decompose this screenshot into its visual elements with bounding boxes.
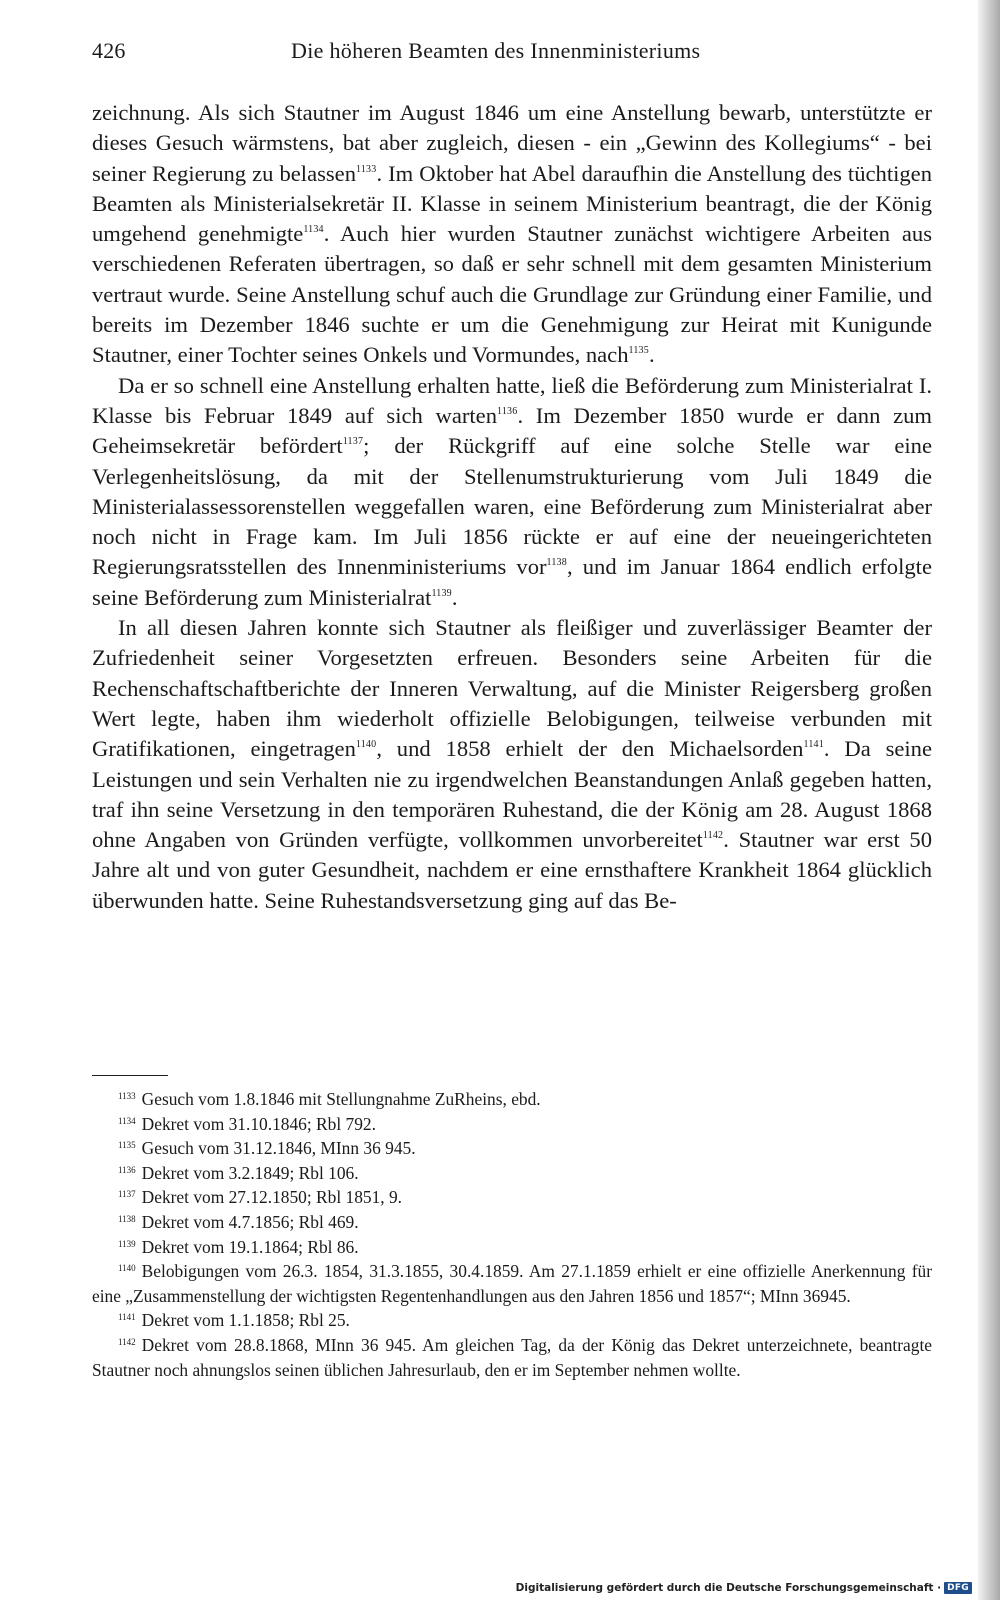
footnote-rule [92,1075,168,1076]
footnote-number: 1133 [118,1091,136,1101]
footnote-ref[interactable]: 1141 [803,739,824,751]
footnote-ref[interactable]: 1134 [303,224,324,236]
footnotes [92,1087,932,1382]
credit-text: Digitalisierung gefördert durch die Deutsche Forschungsgemeinschaft · [515,1582,942,1594]
paragraph-text: ; der Rückgriff auf eine solche Stelle war eine Verlegenheitslösung, da mit der Stellenumstrukturierung vom Juli 1849 die Ministerialassessorenstellen weggefallen waren, eine Beförderung zum Ministerialrat aber noch nicht in Frage kam. Im Juli 1856 rückte er auf eine der neueingerichteten Regierungsratsstellen des Innenministeriums vor [92,433,932,580]
footnote-number: 1136 [118,1164,136,1175]
paragraph-text: , und im Januar 1864 endlich erfolgte seine Beförderung zum Ministerialrat [92,554,932,610]
footnote-number: 1138 [118,1213,136,1224]
body-text [92,98,932,916]
footnote-ref[interactable]: 1139 [431,587,452,599]
paragraph-text: . [648,342,655,368]
paragraph-text: . Im Oktober hat Abel daraufhin die Anstellung des tüchtigen Beamten als Ministerialsekretär II. Klasse in seinem Ministerium beantragt, die der König umgehend genehmigte [92,160,933,247]
running-head: Die höheren Beamten des Innenministeriums [291,38,701,63]
footnote-number: 1137 [118,1189,136,1200]
paragraph-text: . Stautner war erst 50 Jahre alt und von guter Gesundheit, nachdem er eine ernsthaftere Krankheit 1864 glücklich überwunden hatte. Seine Ruhestandsversetzung ging auf das Be- [92,827,932,913]
footnote-item [92,1136,932,1161]
footnote-item [92,1087,932,1112]
page-number: 426 [92,38,126,63]
footnote-text: Dekret vom 28.8.1868, MInn 36 945. Am gleichen Tag, da der König das Dekret unterzeichnete, beantragte Stautner noch ahnungslos seinen üblichen Jahresurlaub, den er im September nehmen wollte. [92,1334,932,1380]
footnote-number: 1139 [118,1238,136,1249]
dfg-logo: DFG [944,1582,972,1594]
footnote-item [92,1185,932,1210]
footnote-ref[interactable]: 1133 [356,163,377,175]
page-edge-shadow [978,0,1000,1600]
paragraph-text: . Im Dezember 1850 wurde er dann zum Geheimsekretär befördert [92,402,932,459]
footnote-ref[interactable]: 1136 [497,405,518,417]
footnote-text: Dekret vom 4.7.1856; Rbl 469. [141,1211,359,1232]
footnote-text: Dekret vom 3.2.1849; Rbl 106. [141,1162,359,1183]
footnote-item [92,1259,932,1308]
footnote-item [92,1161,932,1186]
footnote-text: Gesuch vom 1.8.1846 mit Stellungnahme ZuRheins, ebd. [141,1089,541,1109]
footnote-text: Dekret vom 19.1.1864; Rbl 86. [141,1236,359,1257]
footnote-ref[interactable]: 1142 [702,830,724,842]
footnote-item [92,1308,932,1333]
footnote-number: 1140 [118,1263,136,1274]
footnote-text: Dekret vom 1.1.1858; Rbl 25. [141,1310,350,1331]
footnote-ref[interactable]: 1140 [355,739,377,751]
footnote-number: 1134 [118,1115,136,1126]
paragraph-text: , und 1858 erhielt der den Michaelsorden [376,736,804,762]
digitization-credit [516,1582,972,1594]
paragraph-text: In all diesen Jahren konnte sich Stautner als fleißiger und zuverlässiger Beamter der Zufriedenheit seiner Vorgesetzten erfreuen. Besonders seine Arbeiten für die Rechenschaftschaftberichte der Inneren Verwaltung, auf die Minister Reigersberg großen Wert legte, haben ihm wiederholt offizielle Belobigungen, teilweise verbunden mit Gratifikationen, eingetragen [92,615,932,762]
paragraph-text: Da er so schnell eine Anstellung erhalten hatte, ließ die Beförderung zum Ministerialrat I. Klasse bis Februar 1849 auf sich warten [92,372,932,428]
footnote-text: Dekret vom 31.10.1846; Rbl 792. [141,1113,376,1134]
paragraph-1 [92,98,932,371]
footnote-text: Gesuch vom 31.12.1846, MInn 36 945. [141,1138,416,1159]
footnote-item [92,1235,932,1260]
footnote-text: Dekret vom 27.12.1850; Rbl 1851, 9. [141,1187,403,1208]
paragraph-3 [92,613,932,916]
footnote-item [92,1333,932,1382]
footnote-number: 1142 [118,1336,136,1347]
paragraph-text: . Auch hier wurden Stautner zunächst wichtigere Arbeiten aus verschiedenen Referaten übertragen, so daß er sehr schnell mit dem gesamten Ministerium vertraut wurde. Seine Anstellung schuf auch die Grundlage zur Gründung einer Familie, und bereits im Dezember 1846 suchte er um die Genehmigung zur Heirat mit Kunigunde Stautner, einer Tochter seines Onkels und Vormundes, nach [92,221,932,368]
paragraph-2 [92,371,932,613]
footnote-number: 1135 [118,1140,136,1151]
paragraph-text: . Da seine Leistungen und sein Verhalten nie zu irgendwelchen Beanstandungen Anlaß gegeben hatten, traf ihn seine Versetzung in den temporären Ruhestand, die der König am 28. August 1868 ohne Angaben von Gründen verfügte, vollkommen unvorbereitet [92,736,932,853]
footnote-text: Belobigungen vom 26.3. 1854, 31.3.1855, 30.4.1859. Am 27.1.1859 erhielt er eine offizielle Anerkennung für eine „Zusammenstellung der wichtigsten Regentenhandlungen aus den Jahren 1856 und 1857“; MInn 36945. [92,1261,932,1306]
footnote-item [92,1112,932,1137]
footnote-ref[interactable]: 1135 [628,345,649,357]
paragraph-text: . [451,584,458,610]
footnote-ref[interactable]: 1138 [546,557,567,569]
footnote-item [92,1210,932,1235]
paragraph-text: zeichnung. Als sich Stautner im August 1846 um eine Anstellung bewarb, unterstützte er dieses Gesuch wärmstens, bat aber zugleich, diesen - ein „Gewinn des Kollegiums“ - bei seiner Regierung zu belassen [92,100,932,186]
footnote-ref[interactable]: 1137 [342,436,364,448]
footnote-number: 1141 [118,1312,136,1323]
